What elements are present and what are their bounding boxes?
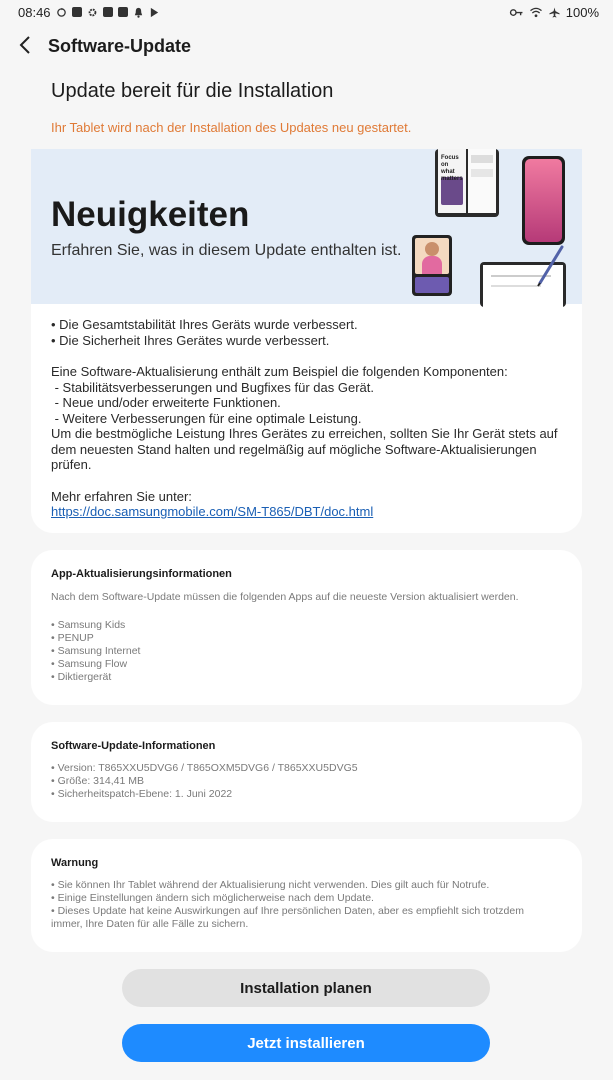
status-bar-left [18,5,160,20]
image-icon [103,7,113,17]
warning-title: Warnung [51,857,99,869]
app-list-item: • Samsung Internet [51,645,141,657]
warning-item: • Einige Einstellungen ändern sich möglicherweise nach dem Update. [51,892,374,904]
more-info-link[interactable]: https://doc.samsungmobile.com/SM-T865/DBT/doc.html [51,504,374,519]
phone-illustration [522,156,565,245]
app-update-title: App-Aktualisierungsinformationen [51,568,232,580]
stylus-pen-illustration [536,245,564,287]
gear-icon [87,7,98,18]
news-body [51,317,571,520]
news-bullet: • Die Gesamtstabilität Ihres Geräts wurde verbessert. [51,317,358,332]
app-list-item: • Diktiergerät [51,671,112,683]
components-intro: Eine Software-Aktualisierung enthält zum Beispiel die folgenden Komponenten: [51,364,508,379]
security-patch-info: • Sicherheitspatch-Ebene: 1. Juni 2022 [51,788,233,800]
component-item: - Neue und/oder erweiterte Funktionen. [51,395,281,410]
warning-item: • Sie können Ihr Tablet während der Aktualisierung nicht verwenden. Dies gilt auch für Notrufe. [51,879,490,891]
update-ready-title: Update bereit für die Installation [51,80,334,102]
news-banner [31,149,582,304]
foldable-device-illustration [435,149,499,217]
illustration-text: Focus on what matters [441,155,463,182]
alert-icon [133,7,144,18]
software-update-info-title: Software-Update-Informationen [51,740,216,752]
battery-level: 100% [565,4,599,20]
news-subtitle: Erfahren Sie, was in diesem Update enthalten ist. [51,242,402,259]
app-header [0,28,613,64]
check-icon [72,7,82,17]
page-title: Software-Update [48,36,192,56]
app-list [51,619,566,684]
app-list-item: • Samsung Flow [51,658,128,670]
app-list-item: • Samsung Kids [51,619,126,631]
status-bar-right [509,5,599,20]
version-info: • Version: T865XXU5DVG6 / T865OXM5DVG6 / T865XXU5DVG5 [51,762,358,774]
chevron-left-icon [19,36,31,54]
mail-icon [118,7,128,17]
news-title: Neuigkeiten [51,195,250,234]
schedule-installation-button[interactable]: Installation planen [122,969,490,1007]
more-info-label: Mehr erfahren Sie unter: [51,488,192,504]
status-bar [0,0,613,24]
app-list-item: • PENUP [51,632,94,644]
app-update-info-card [31,550,582,705]
news-card [31,149,582,533]
software-update-info-list [51,762,566,801]
wifi-icon [529,7,543,18]
news-bullet: • Die Sicherheit Ihres Gerätes wurde verbessert. [51,332,330,348]
back-button[interactable] [14,34,36,56]
restart-note: Ihr Tablet wird nach der Installation des Updates neu gestartet. [51,120,412,135]
key-icon [509,7,524,18]
size-info: • Größe: 314,41 MB [51,775,144,787]
warning-item: • Dieses Update hat keine Auswirkungen auf Ihre persönlichen Daten, aber es empfiehlt sich trotzdem immer, Ihre Daten für alle Fälle zu sichern. [51,905,524,930]
sync-icon [56,7,67,18]
update-advice: Um die bestmögliche Leistung Ihres Gerätes zu erreichen, sollten Sie Ihr Gerät stets auf dem neuesten Stand halten und regelmäßig auf mögliche Software-Aktualisierungen prüfen. [51,426,558,472]
install-now-button[interactable]: Jetzt installieren [122,1024,490,1062]
app-update-description: Nach dem Software-Update müssen die folgenden Apps auf die neueste Version aktualisiert werden. [51,591,519,603]
airplane-icon [548,7,561,18]
component-item: - Weitere Verbesserungen für eine optimale Leistung. [51,410,362,426]
component-item: - Stabilitätsverbesserungen und Bugfixes für das Gerät. [51,379,375,395]
flip-phone-illustration [412,235,452,296]
warning-list [51,879,556,931]
warning-card [31,839,582,952]
status-time: 08:46 [18,4,51,20]
software-update-info-card [31,722,582,822]
play-icon [149,7,160,18]
